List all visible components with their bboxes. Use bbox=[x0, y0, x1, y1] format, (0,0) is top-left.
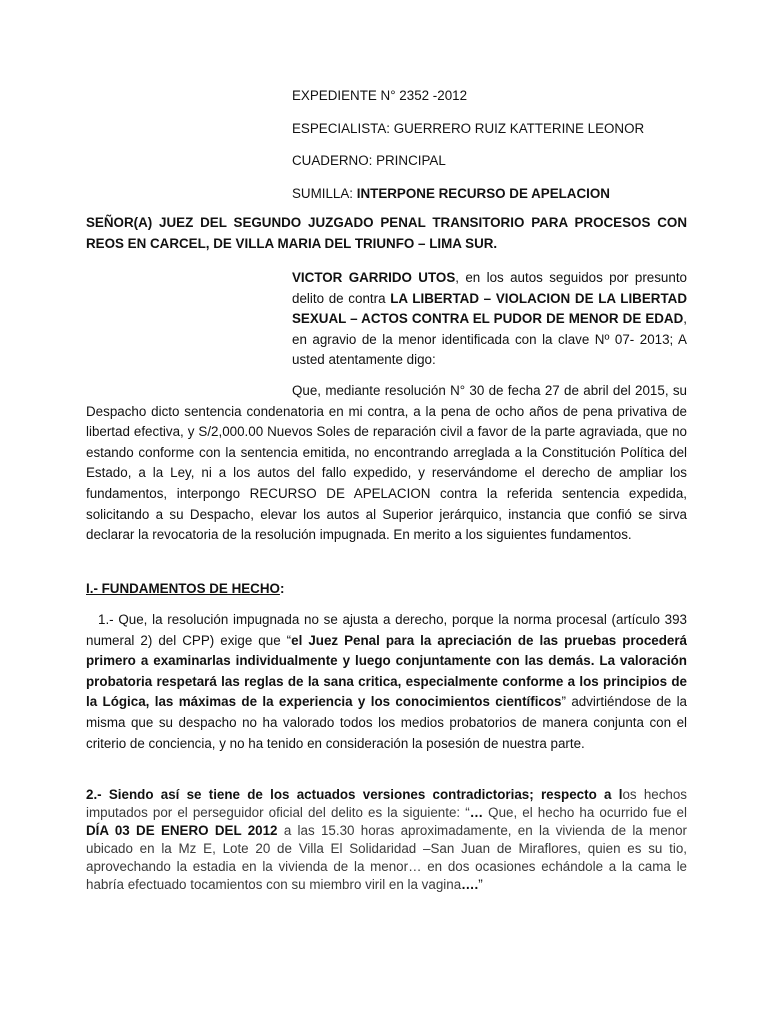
main-paragraph-text: Que, mediante resolución N° 30 de fecha 27 de abril del 2015, su Despacho dicto sentencia condenatoria en mi contra, a la pena de ocho años de pena privativa de libertad efectiva, y S/2,000.00 Nuevos Soles de reparación civil a favor de la parte agraviada, que no estando conforme con la sentencia emitida, no encontrando arreglada a la Constitución Política del Estado, a la Ley, ni a los autos del fallo expedido, y reservándome el derecho de ampliar los fundamentos, interpongo RECURSO DE APELACION contra la referida sentencia expedida, solicitando a su Despacho, elevar los autos al Superior jerárquico, instancia que confió se sirva declarar la revocatoria de la resolución impugnada. En merito a los siguientes fundamentos. bbox=[86, 383, 687, 543]
sumilla-line bbox=[292, 184, 610, 205]
point-2-close-quote: ” bbox=[478, 877, 483, 892]
especialista-line: ESPECIALISTA: GUERRERO RUIZ KATTERINE LEONOR bbox=[292, 121, 645, 136]
addressee: SEÑOR(A) JUEZ DEL SEGUNDO JUZGADO PENAL TRANSITORIO PARA PROCESOS CON REOS EN CARCEL, DE VILLA MARIA DEL TRIUNFO – LIMA SUR. bbox=[86, 215, 687, 251]
intro-paragraph bbox=[292, 268, 687, 371]
point-2-quote-start: … bbox=[469, 805, 489, 820]
appellant-name: VICTOR GARRIDO UTOS bbox=[292, 270, 456, 285]
point-2-date: DÍA 03 DE ENERO DEL 2012 bbox=[86, 823, 278, 838]
section-title-colon: : bbox=[279, 581, 285, 596]
point-2-text-3: a las 15.30 horas aproximadamente, en la vivienda de la menor ubicado en la Mz E, Lote 20 de Villa El Solidaridad –San Juan de Miraflores, quien es su tio, aprovechando la estadia en la vivienda de la menor… en dos ocasiones echándole a la cama le habría efectuado tocamientos con su miembro viril en la vagina bbox=[86, 823, 688, 892]
intro-text-1: , en los autos seguidos por presunto delito de contra bbox=[292, 270, 687, 306]
cuaderno-line: CUADERNO: PRINCIPAL bbox=[292, 153, 446, 168]
crime-description: LA LIBERTAD – VIOLACION DE LA LIBERTAD SEXUAL – ACTOS CONTRA EL PUDOR DE MENOR DE EDAD bbox=[292, 290, 687, 327]
point-1-text-2: ” advirtiéndose de la misma que su despacho no ha valorado todos los medios probatorios de manera conjunta con el criterio de conciencia, y no ha tenido en consideración la posesión de nuestra parte. bbox=[86, 694, 688, 751]
intro-text-2: , en agravio de la menor identificada con la clave Nº 07- 2013; A usted atentamente digo: bbox=[292, 311, 687, 368]
sumilla-label: SUMILLA: bbox=[292, 186, 357, 201]
main-paragraph bbox=[86, 381, 687, 546]
section-title-text: I.- FUNDAMENTOS DE HECHO bbox=[86, 581, 280, 596]
sumilla-value: INTERPONE RECURSO DE APELACION bbox=[356, 186, 610, 201]
point-2-text-2: Que, el hecho ha ocurrido fue el bbox=[488, 805, 687, 820]
point-1-text-1: 1.- Que, la resolución impugnada no se ajusta a derecho, porque la norma procesal (artículo 393 numeral 2) del CPP) exige que “ bbox=[86, 612, 687, 648]
point-2-text-1: os hechos imputados por el perseguidor oficial del delito es la siguiente: “ bbox=[86, 787, 688, 820]
point-2-paragraph bbox=[86, 786, 687, 894]
point-1-quote: el Juez Penal para la apreciación de las pruebas procederá primero a examinarlas individualmente y luego conjuntamente con las demás. La valoración probatoria respetará las reglas de la sana critica, especialmente conforme a los principios de la Lógica, las máximas de la experiencia y los conocimientos científicos bbox=[86, 632, 687, 710]
point-2-ending: …. bbox=[461, 877, 479, 892]
point-1-paragraph bbox=[86, 610, 687, 754]
expediente-line: EXPEDIENTE N° 2352 -2012 bbox=[292, 88, 468, 103]
section-title bbox=[86, 579, 284, 600]
point-2-lead: 2.- Siendo así se tiene de los actuados versiones contradictorias; respecto a l bbox=[86, 787, 623, 802]
